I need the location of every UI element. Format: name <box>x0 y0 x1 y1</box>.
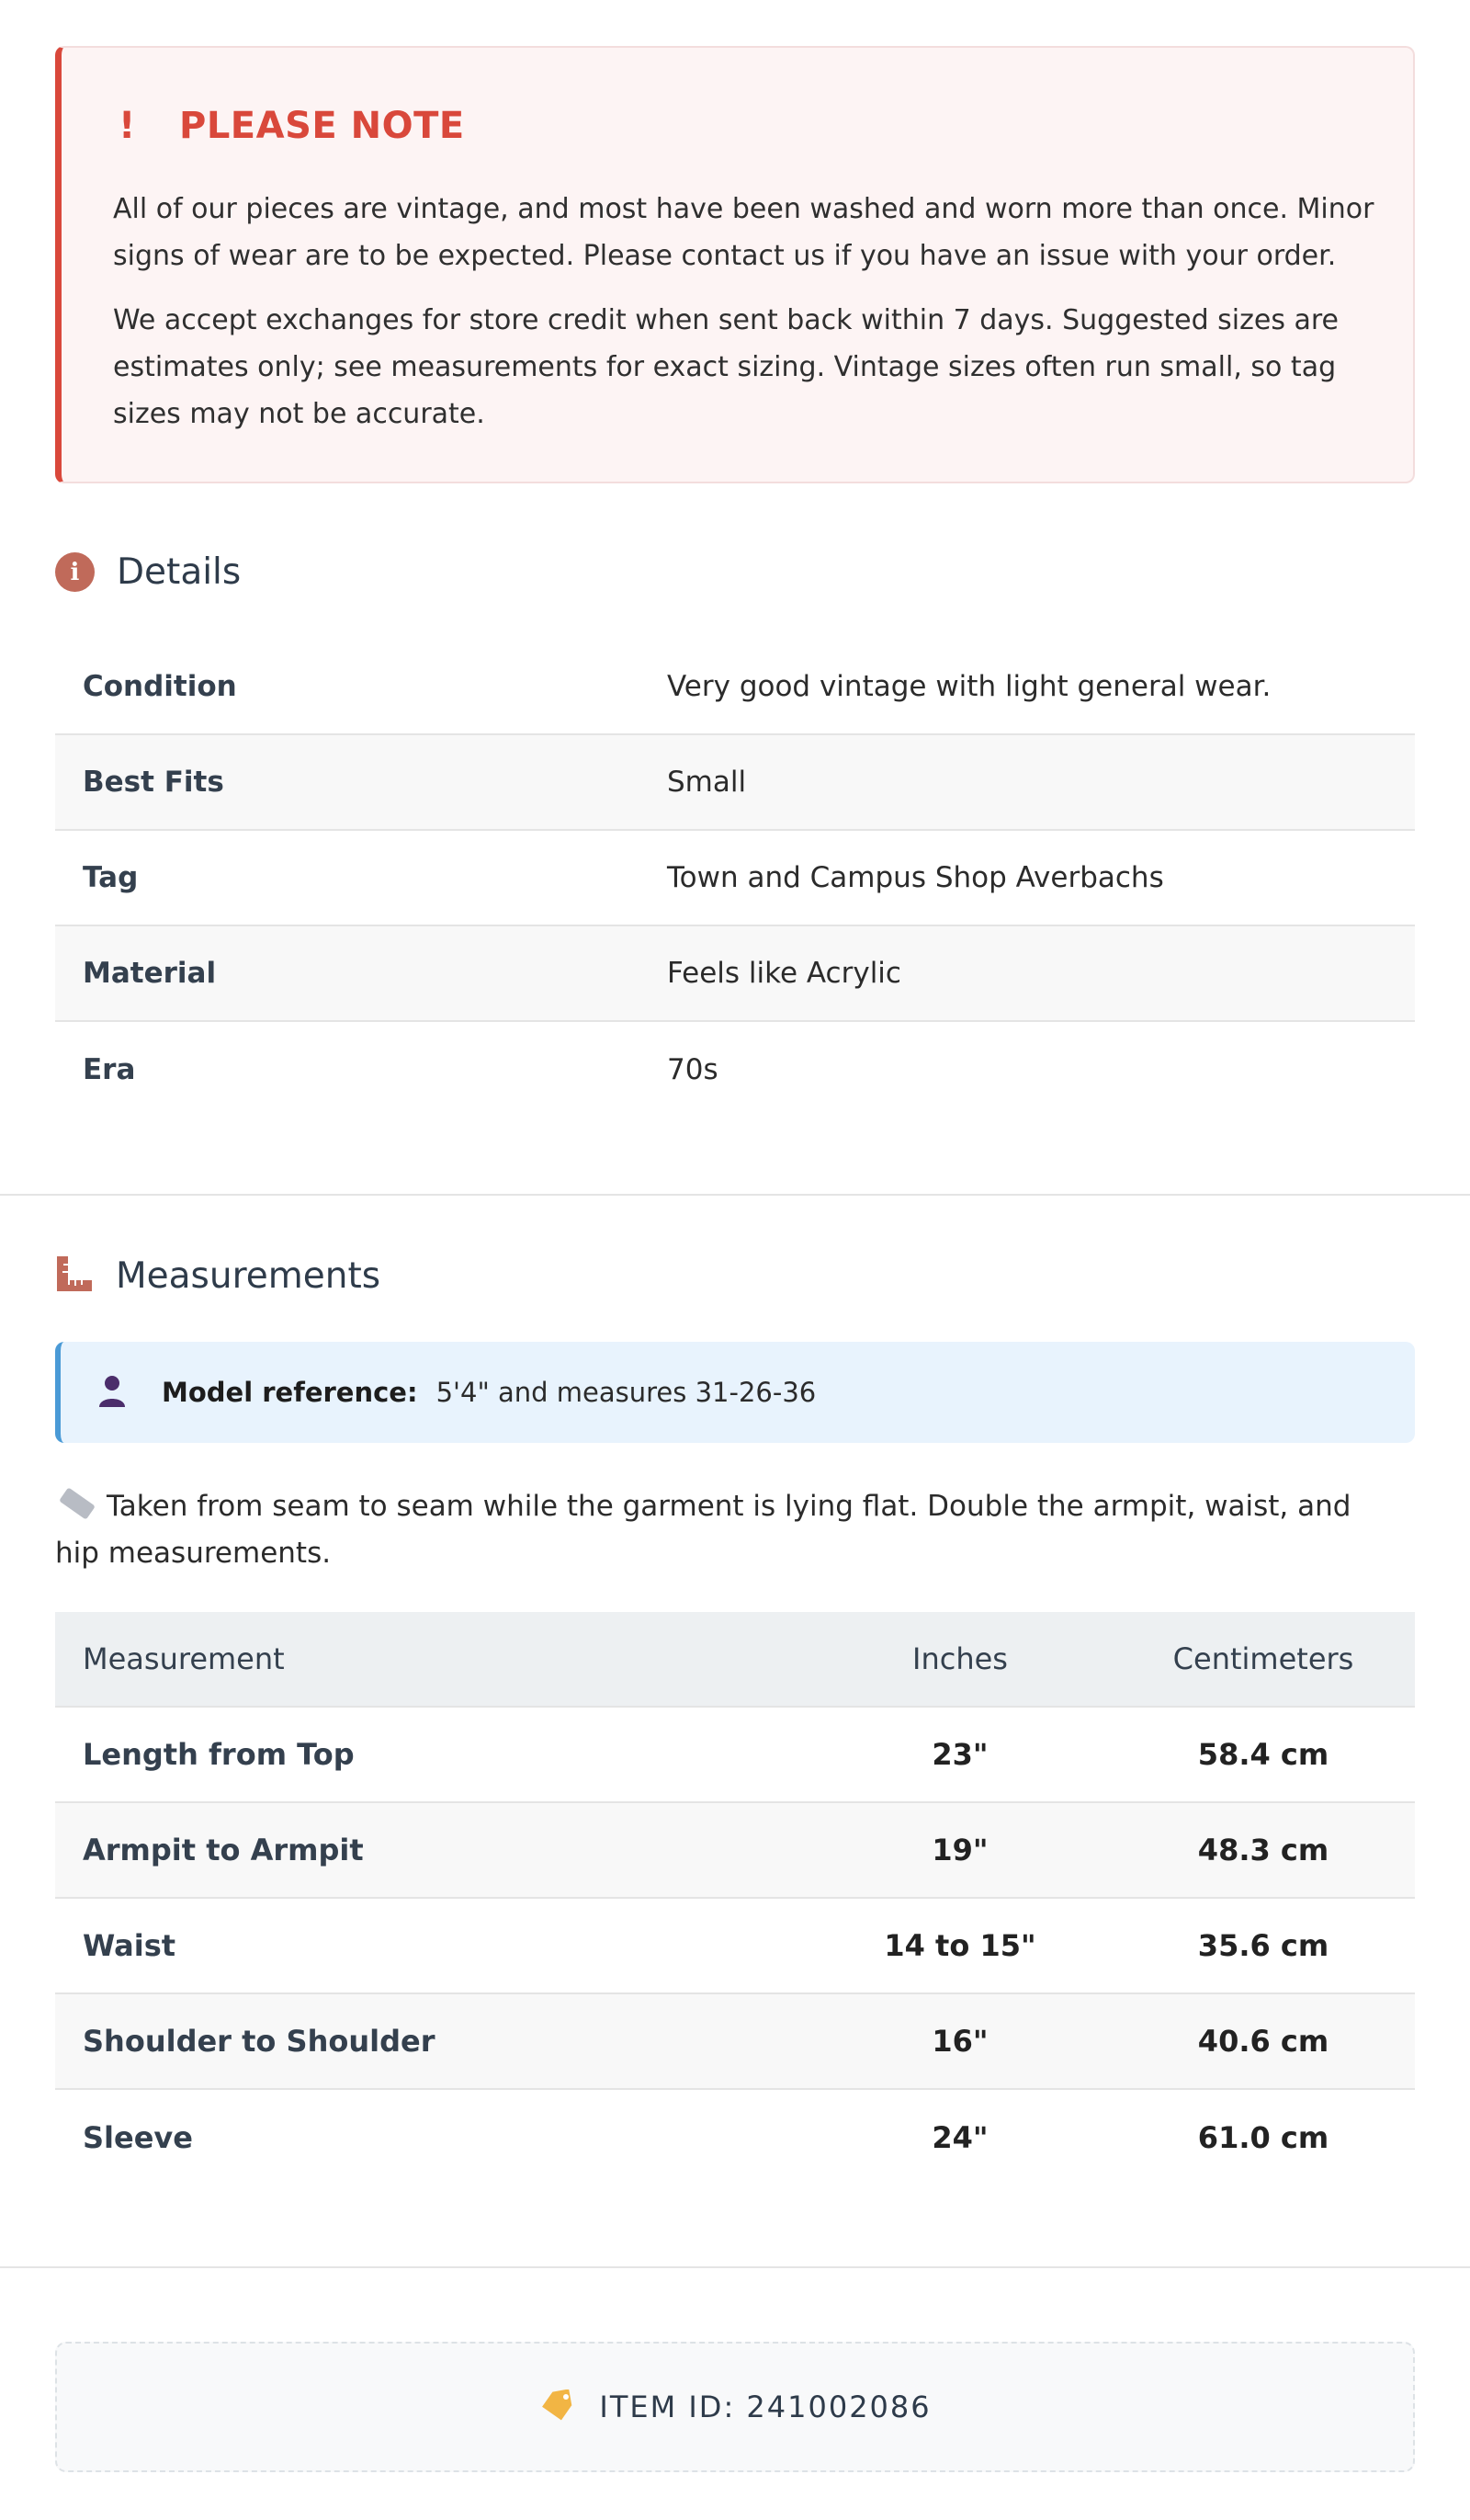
column-header: Inches <box>912 1641 1008 1676</box>
measurement-inches: 24" <box>932 2120 989 2155</box>
details-row <box>55 735 1415 831</box>
measurement-cm: 58.4 cm <box>1197 1737 1329 1772</box>
details-label: Condition <box>83 670 237 703</box>
measurement-name: Sleeve <box>83 2120 193 2155</box>
measurement-name: Length from Top <box>83 1737 355 1772</box>
measurement-inches: 16" <box>932 2024 989 2059</box>
item-id-box <box>55 2342 1415 2472</box>
section-divider <box>0 1194 1470 1196</box>
details-value: Feels like Acrylic <box>667 957 901 990</box>
measurements-table <box>55 1612 1415 2185</box>
measurement-cm: 61.0 cm <box>1197 2120 1329 2155</box>
item-id-label: ITEM ID: 241002086 <box>599 2389 932 2424</box>
table-header-row <box>55 1612 1415 1708</box>
details-value: Small <box>667 766 747 799</box>
details-row <box>55 926 1415 1022</box>
table-row <box>55 2090 1415 2185</box>
details-value: Town and Campus Shop Averbachs <box>667 861 1164 894</box>
measurement-inches: 14 to 15" <box>884 1928 1036 1963</box>
measurement-inches: 23" <box>932 1737 989 1772</box>
measurements-header <box>55 1254 380 1297</box>
measurements-title: Measurements <box>116 1254 381 1297</box>
details-header <box>55 551 241 593</box>
model-reference-value: 5'4" and measures 31-26-36 <box>435 1377 817 1408</box>
details-row <box>55 1022 1415 1118</box>
column-header: Centimeters <box>1172 1641 1354 1676</box>
measurement-name: Armpit to Armpit <box>83 1833 364 1867</box>
notice-title: PLEASE NOTE <box>179 105 465 147</box>
details-label: Era <box>83 1053 136 1086</box>
notice-header <box>119 105 465 147</box>
measurement-note-text: Taken from seam to seam while the garment is lying flat. Double the armpit, waist, and hip measurements. <box>55 1490 1351 1570</box>
table-row <box>55 1899 1415 1994</box>
please-note-banner <box>55 46 1415 483</box>
exclamation-icon: ! <box>119 105 136 147</box>
details-label: Best Fits <box>83 766 224 799</box>
measurement-cm: 35.6 cm <box>1197 1928 1329 1963</box>
column-header: Measurement <box>83 1641 285 1676</box>
table-row <box>55 1994 1415 2090</box>
details-table <box>55 640 1415 1118</box>
details-value: Very good vintage with light general wear. <box>667 670 1272 703</box>
notice-paragraph-2: We accept exchanges for store credit when sent back within 7 days. Suggested sizes are estimates only; see measurements for exact sizing. Vintage sizes often run small, so tag sizes may not be accurate. <box>113 304 1340 430</box>
model-reference-label: Model reference: <box>162 1377 418 1408</box>
measurement-cm: 48.3 cm <box>1197 1833 1329 1867</box>
details-label: Tag <box>83 861 139 894</box>
details-label: Material <box>83 957 217 990</box>
section-divider <box>0 2266 1470 2268</box>
measurement-name: Shoulder to Shoulder <box>83 2024 435 2059</box>
measurement-name: Waist <box>83 1928 176 1963</box>
model-reference-box <box>55 1342 1415 1443</box>
details-value: 70s <box>667 1053 718 1086</box>
measurement-cm: 40.6 cm <box>1197 2024 1329 2059</box>
person-icon <box>97 1374 127 1411</box>
table-row <box>55 1708 1415 1803</box>
measurement-note <box>55 1483 1396 1577</box>
tag-icon <box>538 2389 575 2424</box>
details-row <box>55 640 1415 735</box>
info-icon: i <box>55 552 95 592</box>
details-title: Details <box>117 551 242 593</box>
notice-paragraph-1: All of our pieces are vintage, and most have been washed and worn more than once. Minor signs of wear are to be expected. Please contact us if you have an issue with your order. <box>113 193 1374 272</box>
ruler-icon <box>55 1254 94 1297</box>
details-row <box>55 831 1415 926</box>
table-row <box>55 1803 1415 1899</box>
measurement-inches: 19" <box>932 1833 989 1867</box>
straight-ruler-icon <box>59 1487 96 1519</box>
